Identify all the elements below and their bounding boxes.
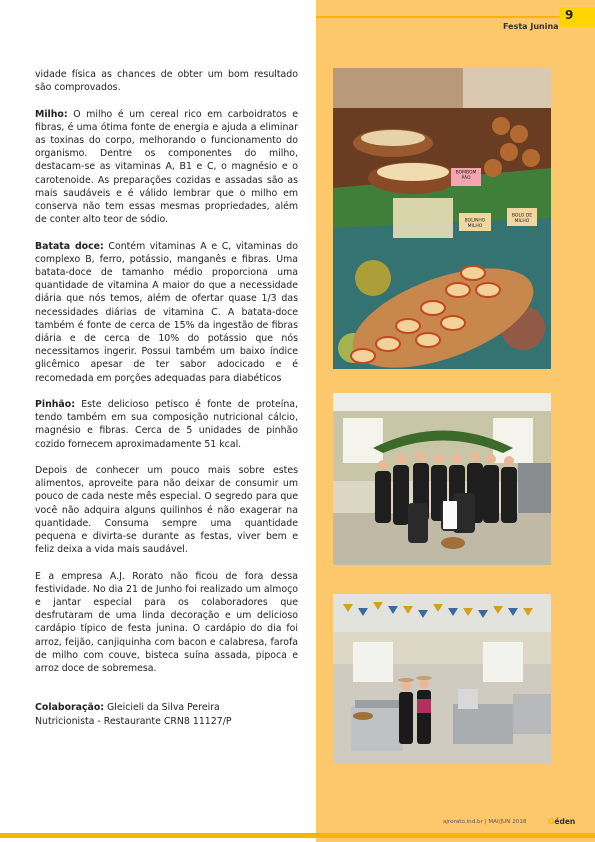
food-table-photo <box>333 68 551 369</box>
batata-text: Contém vitaminas A e C, vitaminas do complexo B, ferro, potássio, manganês e fibras. Uma batata-doce de tamanho médio proporciona uma quantidade de vitamina A maior do que a necessidade diária que nós temos, além de ofertar quase 1/3 das necessidades diárias de vitamina C. A batata-doce também é fonte de cerca de 15% da ingestão de fibras diária e de cerca de 10% do potássio que nós necessitamos ingerir. Possui também um baixo índice glicêmico apesar de ter sabor adocicado e é recomedada em porções adequadas para diabéticos <box>35 240 298 384</box>
section-label: Festa Junina <box>503 22 559 31</box>
eden-logo <box>548 817 575 826</box>
footer-rule <box>0 833 595 838</box>
dining-hall-photo <box>333 594 551 764</box>
colaboracao-credit <box>35 701 298 714</box>
sign-1-text: BOMBOM PÃO <box>455 170 477 181</box>
milho-term: Milho: <box>35 108 68 120</box>
team-group-photo <box>333 393 551 565</box>
milho-text: O milho é um cereal rico em carboidratos e fibras, é uma ótima fonte de energia e ajuda a eliminar as toxinas do corpo, melhorando o funcionamento do organismo. Dentre os componentes do milho, destacam-se as vitaminas A, B1 e C, o magnésio e o carotenoide. As preparações cozidas e assadas são as mais saudáveis e é válido lembrar que o milho em conserva não tem essas mesmas propriedades, além de conter alto teor de sódio. <box>35 108 298 226</box>
pinhao-text: Este delicioso petisco é fonte de proteína, tendo também em sua composição nutricional cálcio, magnésio e fibras. Cerca de 5 unidades de pinhão cozido fornecem aproximadamente 51 kcal. <box>35 399 298 450</box>
intro-paragraph: vidade física as chances de obter um bom resultado são comprovados. <box>35 69 298 94</box>
eden-logo-o: O <box>548 817 555 826</box>
pinhao-paragraph <box>35 398 298 451</box>
batata-term: Batata doce: <box>35 240 104 252</box>
colab-name: Gleicieli da Silva Pereira <box>107 702 220 714</box>
colab-term: Colaboração: <box>35 702 105 714</box>
sign-2-text: BOLINHO MILHO <box>464 218 486 229</box>
milho-paragraph <box>35 108 298 227</box>
empresa-paragraph: E a empresa A.J. Rorato não ficou de fora dessa festividade. No dia 21 de Junho foi realizado um almoço e jantar especial para os colaboradores que desfrutaram de uma linda decoração e um delicioso cardápio típico de festa junina. O cardápio do dia foi arroz, feijão, canjiquinha com bacon e calabresa, farofa de milho com couve, bisteca suína assada, pipoca e arroz doce de sobremesa. <box>35 570 298 675</box>
conselho-paragraph: Depois de conhecer um pouco mais sobre estes alimentos, aproveite para não deixar de consumir um pouco de cada neste mês especial. O segredo para que você não adquira alguns quilinhos é não exagerar na quantidade. Consuma sempre uma quantidade pequena e divirta-se durante as festas, viver bem e feliz deixa a vida mais saudável. <box>35 465 298 556</box>
colab-role: Nutricionista - Restaurante CRN8 11127/P <box>35 715 232 727</box>
footer-site: ajrorato.ind.br | MAI/JUN 2018 <box>443 819 527 825</box>
page-number: 9 <box>565 8 574 22</box>
batata-paragraph <box>35 240 298 385</box>
eden-logo-text: éden <box>554 817 576 826</box>
pinhao-term: Pinhão: <box>35 399 75 411</box>
sign-3-text: BOLO DE MILHO <box>511 213 533 224</box>
header-rule <box>316 16 595 18</box>
article-body <box>35 68 298 728</box>
